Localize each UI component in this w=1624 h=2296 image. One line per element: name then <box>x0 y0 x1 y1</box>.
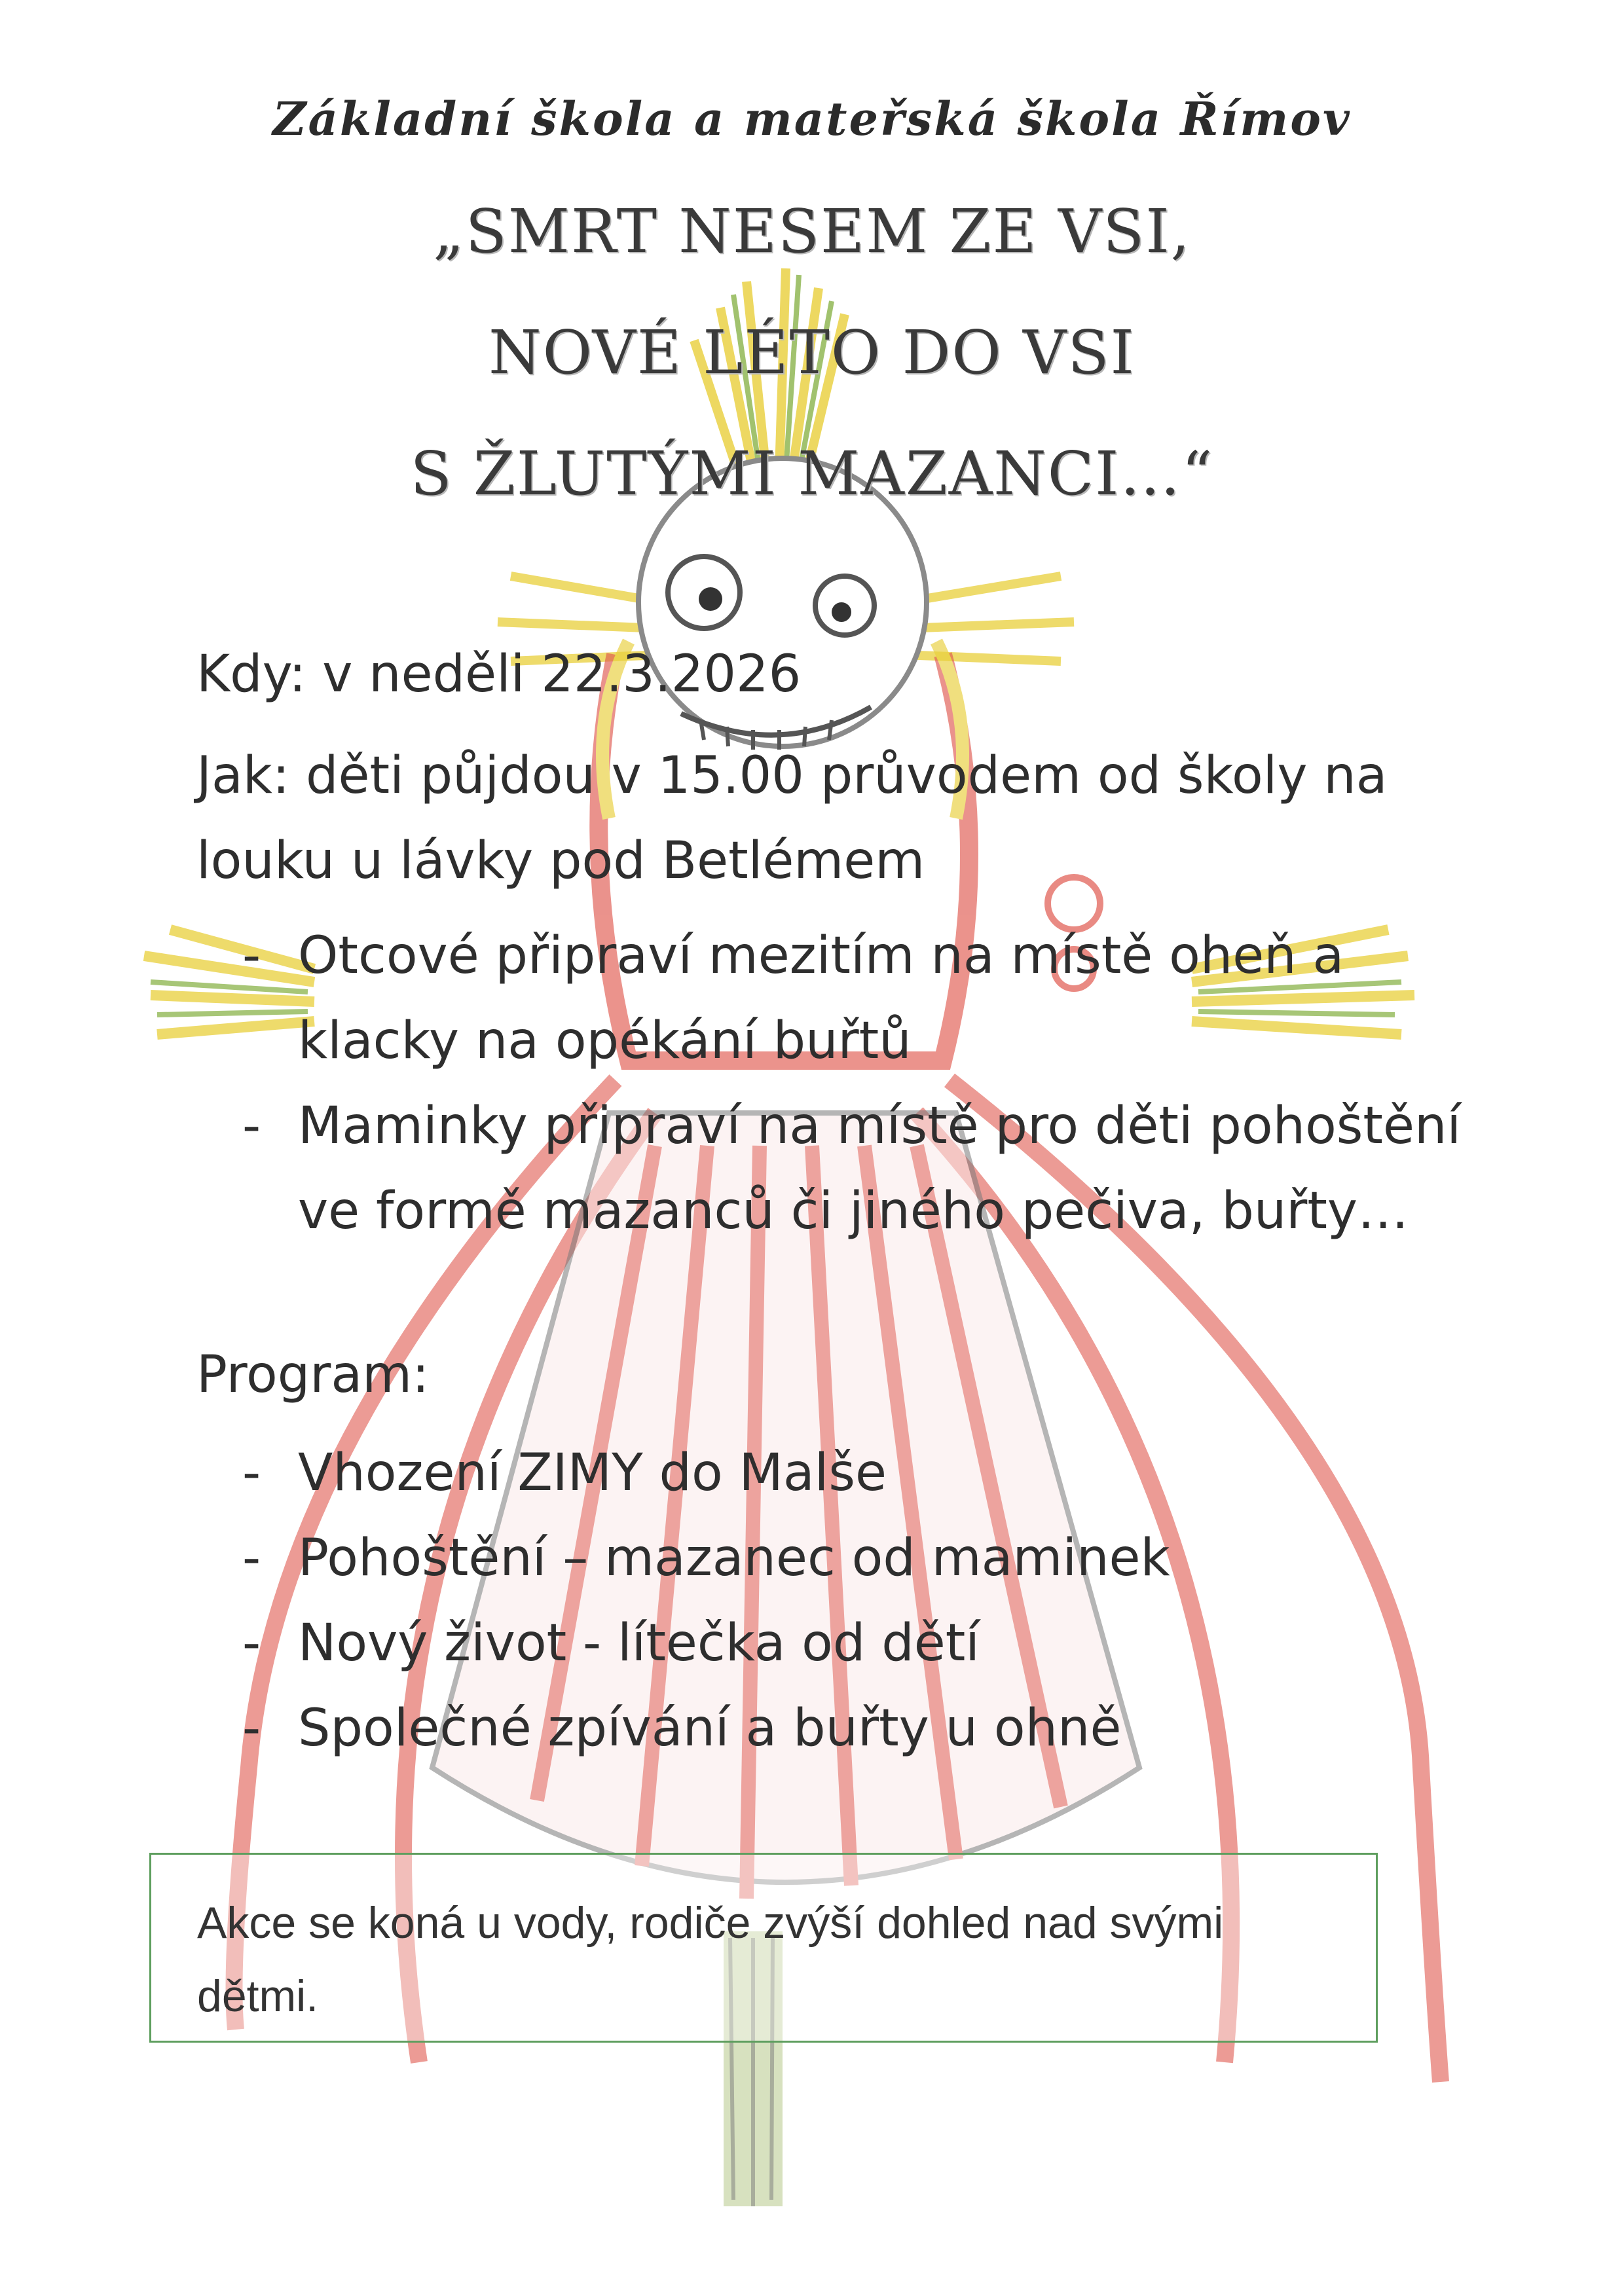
program-list <box>242 1430 1486 1771</box>
preparation-list <box>242 913 1486 1254</box>
safety-notice-box <box>149 1853 1378 2043</box>
title-line-2: NOVÉ LÉTO DO VSI <box>489 318 1135 388</box>
list-item: - Společné zpívání a buřty u ohně <box>242 1699 1122 1758</box>
title-line-1: „SMRT NESEM ZE VSI, <box>433 196 1191 266</box>
event-route: Jak: děti půjdou v 15.00 průvodem od školy na louku u lávky pod Betlémem <box>196 746 1388 890</box>
title-line-3: S ŽLUTÝMI MAZANCI…“ <box>410 439 1214 509</box>
list-item: - Otcové připraví mezitím na místě oheň a klacky na opékání buřtů <box>242 926 1344 1070</box>
list-item: - Vhození ZIMY do Malše <box>242 1444 887 1503</box>
program-heading: Program: <box>196 1345 430 1404</box>
list-item: - Nový život - lítečka od dětí <box>242 1614 980 1673</box>
list-item: - Maminky připraví na místě pro děti pohoštění ve formě mazanců či jiného pečiva, buřty… <box>242 1097 1462 1241</box>
safety-notice-text: Akce se koná u vody, rodiče zvýší dohled nad svými dětmi. <box>197 1898 1224 2021</box>
event-date: Kdy: v neděli 22.3.2026 <box>196 645 802 704</box>
school-name: Základní škola a mateřská škola Římov <box>272 92 1352 146</box>
list-item: - Pohoštění – mazanec od maminek <box>242 1529 1170 1588</box>
